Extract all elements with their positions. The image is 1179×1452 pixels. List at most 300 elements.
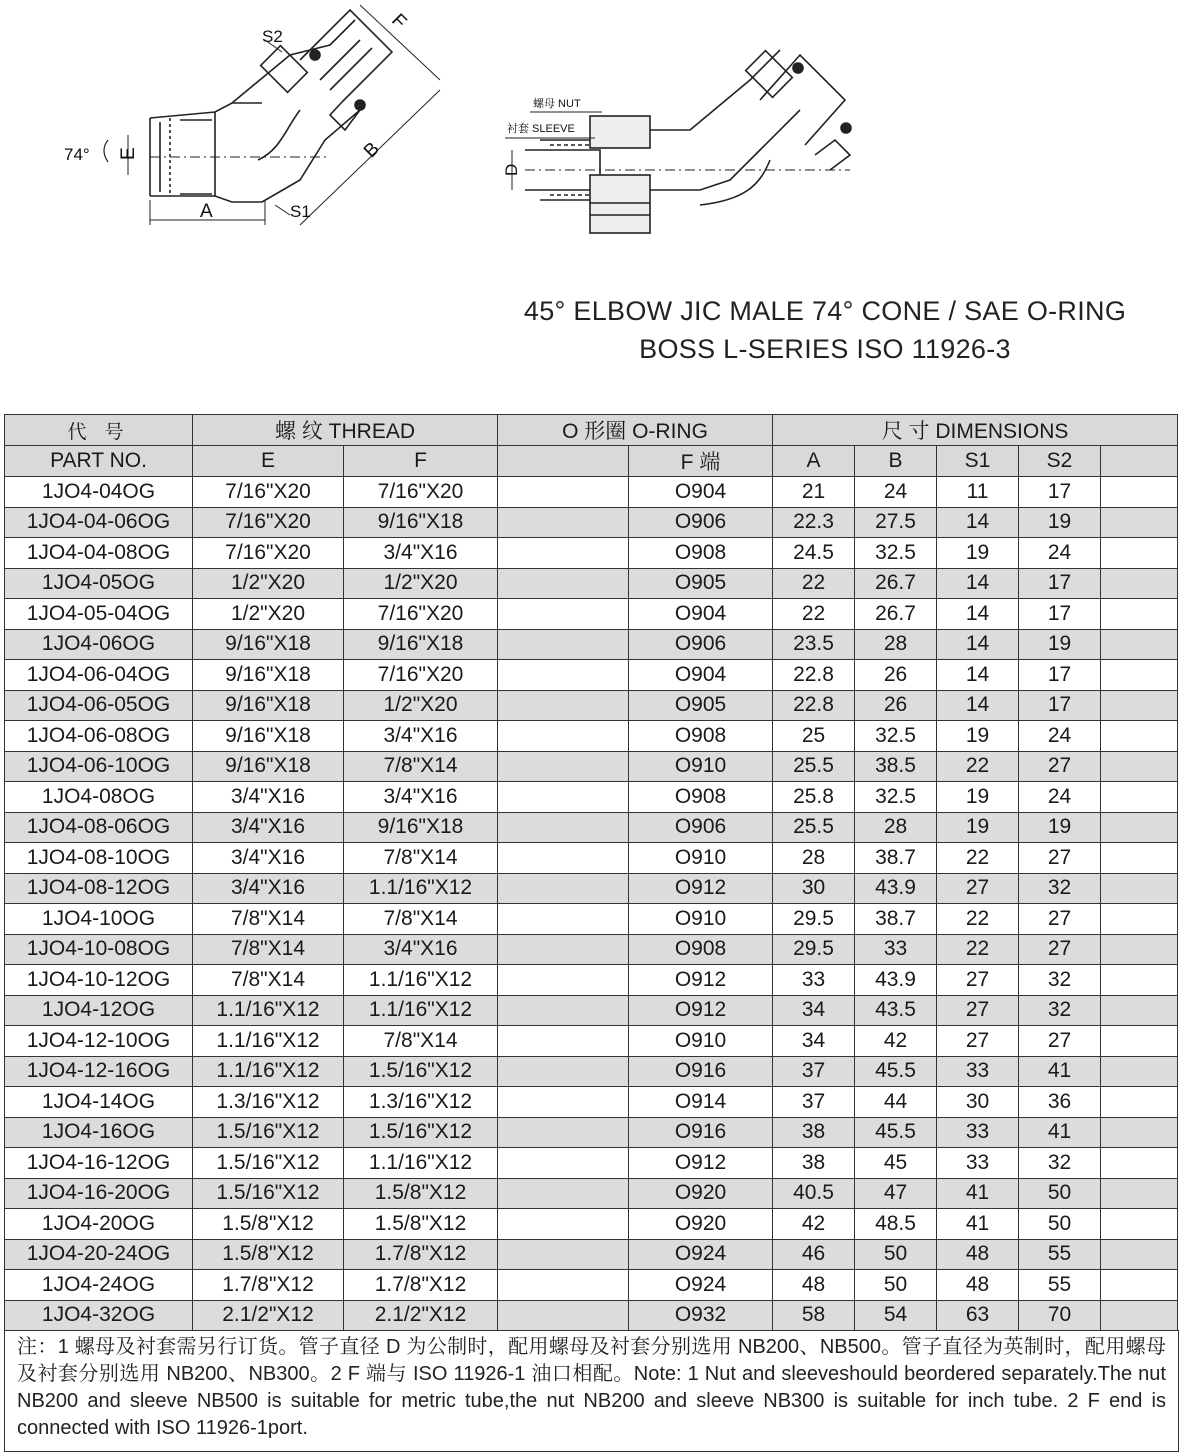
header-row-1 <box>5 415 1178 446</box>
cell-dim-s1: 27 <box>937 1026 1019 1057</box>
cell-dim-s1: 48 <box>937 1239 1019 1270</box>
header-dimensions: 尺 寸 DIMENSIONS <box>773 415 1178 446</box>
cell-dim-s1: 27 <box>937 873 1019 904</box>
header-oring: O 形圈 O-RING <box>498 415 773 446</box>
cell-oring-f-end: O908 <box>629 782 773 813</box>
cell-thread-f: 1/2"X20 <box>344 568 498 599</box>
cell-dim-s1: 41 <box>937 1209 1019 1240</box>
cell-part-no: 1JO4-06-04OG <box>5 660 193 691</box>
cell-thread-e: 1.5/16"X12 <box>193 1148 344 1179</box>
cell-extra-blank <box>1101 1239 1178 1270</box>
table-row <box>5 477 1178 508</box>
cell-oring-blank <box>498 477 629 508</box>
cell-thread-e: 1.1/16"X12 <box>193 1056 344 1087</box>
cell-extra-blank <box>1101 599 1178 630</box>
cell-part-no: 1JO4-06-08OG <box>5 721 193 752</box>
cell-oring-f-end: O910 <box>629 904 773 935</box>
cell-oring-blank <box>498 538 629 569</box>
product-title <box>480 292 1170 368</box>
cell-dim-s1: 14 <box>937 568 1019 599</box>
cell-dim-a: 25.5 <box>773 751 855 782</box>
cell-dim-s1: 19 <box>937 782 1019 813</box>
cell-oring-f-end: O924 <box>629 1239 773 1270</box>
cell-part-no: 1JO4-08-12OG <box>5 873 193 904</box>
table-row <box>5 1056 1178 1087</box>
cell-oring-f-end: O924 <box>629 1270 773 1301</box>
cell-dim-a: 29.5 <box>773 904 855 935</box>
cell-part-no: 1JO4-12-16OG <box>5 1056 193 1087</box>
cell-oring-blank <box>498 1087 629 1118</box>
cell-oring-f-end: O912 <box>629 965 773 996</box>
cell-part-no: 1JO4-16-20OG <box>5 1178 193 1209</box>
cell-dim-s1: 27 <box>937 995 1019 1026</box>
cell-dim-b: 26 <box>855 660 937 691</box>
cell-dim-a: 22.3 <box>773 507 855 538</box>
header-oring-blank <box>498 446 629 477</box>
table-row <box>5 1117 1178 1148</box>
cell-extra-blank <box>1101 1178 1178 1209</box>
cell-dim-s2: 32 <box>1019 1148 1101 1179</box>
cell-dim-s1: 30 <box>937 1087 1019 1118</box>
cell-dim-s1: 33 <box>937 1148 1019 1179</box>
cell-dim-s1: 22 <box>937 751 1019 782</box>
cell-extra-blank <box>1101 721 1178 752</box>
cell-oring-f-end: O904 <box>629 477 773 508</box>
header-b: B <box>855 446 937 477</box>
table-row <box>5 1178 1178 1209</box>
cell-extra-blank <box>1101 934 1178 965</box>
cell-thread-f: 1.7/8"X12 <box>344 1239 498 1270</box>
table-row <box>5 965 1178 996</box>
cell-dim-s2: 50 <box>1019 1178 1101 1209</box>
cell-oring-blank <box>498 507 629 538</box>
cell-dim-s1: 41 <box>937 1178 1019 1209</box>
cell-thread-f: 1.3/16"X12 <box>344 1087 498 1118</box>
table-row <box>5 629 1178 660</box>
cell-thread-e: 1/2"X20 <box>193 568 344 599</box>
table-row <box>5 507 1178 538</box>
table-row <box>5 904 1178 935</box>
cell-oring-f-end: O910 <box>629 1026 773 1057</box>
header-a: A <box>773 446 855 477</box>
cell-extra-blank <box>1101 873 1178 904</box>
cell-extra-blank <box>1101 1117 1178 1148</box>
cell-dim-b: 28 <box>855 812 937 843</box>
cell-extra-blank <box>1101 629 1178 660</box>
cell-dim-b: 32.5 <box>855 721 937 752</box>
cell-thread-f: 9/16"X18 <box>344 507 498 538</box>
cell-dim-s2: 17 <box>1019 690 1101 721</box>
cell-dim-b: 45 <box>855 1148 937 1179</box>
cell-oring-f-end: O904 <box>629 599 773 630</box>
label-s1: S1 <box>290 202 311 221</box>
cell-dim-s2: 27 <box>1019 1026 1101 1057</box>
cell-thread-f: 9/16"X18 <box>344 812 498 843</box>
cell-dim-b: 27.5 <box>855 507 937 538</box>
cell-oring-blank <box>498 629 629 660</box>
cell-thread-f: 1.5/16"X12 <box>344 1117 498 1148</box>
cell-dim-b: 48.5 <box>855 1209 937 1240</box>
cell-dim-a: 25.8 <box>773 782 855 813</box>
cell-thread-e: 1.5/16"X12 <box>193 1178 344 1209</box>
cell-thread-e: 3/4"X16 <box>193 782 344 813</box>
header-row-2 <box>5 446 1178 477</box>
cell-dim-s1: 19 <box>937 721 1019 752</box>
cell-part-no: 1JO4-04OG <box>5 477 193 508</box>
cell-dim-a: 24.5 <box>773 538 855 569</box>
cell-dim-b: 43.5 <box>855 995 937 1026</box>
header-part-no: PART NO. <box>5 446 193 477</box>
cell-thread-f: 1.7/8"X12 <box>344 1270 498 1301</box>
table-row <box>5 1087 1178 1118</box>
cell-thread-f: 1/2"X20 <box>344 690 498 721</box>
cell-dim-a: 38 <box>773 1117 855 1148</box>
cell-dim-a: 46 <box>773 1239 855 1270</box>
label-angle: 74° <box>64 145 90 164</box>
cell-part-no: 1JO4-32OG <box>5 1300 193 1331</box>
cell-part-no: 1JO4-12OG <box>5 995 193 1026</box>
cell-dim-b: 33 <box>855 934 937 965</box>
cell-dim-a: 21 <box>773 477 855 508</box>
cell-thread-f: 3/4"X16 <box>344 721 498 752</box>
cell-dim-s1: 19 <box>937 538 1019 569</box>
cell-thread-f: 1.5/16"X12 <box>344 1056 498 1087</box>
cell-oring-f-end: O920 <box>629 1209 773 1240</box>
cell-part-no: 1JO4-08-06OG <box>5 812 193 843</box>
cell-dim-b: 38.7 <box>855 904 937 935</box>
cell-dim-s2: 32 <box>1019 965 1101 996</box>
cell-thread-e: 7/16"X20 <box>193 538 344 569</box>
header-f: F <box>344 446 498 477</box>
cell-dim-a: 34 <box>773 1026 855 1057</box>
cell-oring-f-end: O904 <box>629 660 773 691</box>
header-extra-blank <box>1101 446 1178 477</box>
cell-oring-blank <box>498 751 629 782</box>
cell-dim-s2: 19 <box>1019 812 1101 843</box>
table-row <box>5 721 1178 752</box>
cell-oring-blank <box>498 873 629 904</box>
table-row <box>5 873 1178 904</box>
label-f: F <box>387 9 411 34</box>
cell-oring-f-end: O905 <box>629 568 773 599</box>
header-s2: S2 <box>1019 446 1101 477</box>
cell-dim-a: 22.8 <box>773 690 855 721</box>
cell-oring-blank <box>498 934 629 965</box>
cell-oring-blank <box>498 812 629 843</box>
cell-extra-blank <box>1101 1148 1178 1179</box>
cell-thread-f: 7/8"X14 <box>344 751 498 782</box>
cell-part-no: 1JO4-10OG <box>5 904 193 935</box>
cell-thread-f: 1.1/16"X12 <box>344 1148 498 1179</box>
cell-dim-s2: 24 <box>1019 721 1101 752</box>
cell-dim-b: 38.7 <box>855 843 937 874</box>
table-row <box>5 660 1178 691</box>
cell-oring-f-end: O910 <box>629 751 773 782</box>
cell-oring-blank <box>498 995 629 1026</box>
cell-part-no: 1JO4-06-05OG <box>5 690 193 721</box>
cell-thread-e: 1.1/16"X12 <box>193 995 344 1026</box>
cell-thread-e: 9/16"X18 <box>193 660 344 691</box>
header-s1: S1 <box>937 446 1019 477</box>
cell-part-no: 1JO4-05-04OG <box>5 599 193 630</box>
cell-dim-a: 28 <box>773 843 855 874</box>
cell-extra-blank <box>1101 843 1178 874</box>
cell-extra-blank <box>1101 690 1178 721</box>
cell-thread-e: 1/2"X20 <box>193 599 344 630</box>
cell-dim-s2: 19 <box>1019 507 1101 538</box>
cell-part-no: 1JO4-16-12OG <box>5 1148 193 1179</box>
cell-oring-blank <box>498 1209 629 1240</box>
cell-oring-blank <box>498 660 629 691</box>
cell-extra-blank <box>1101 1056 1178 1087</box>
cell-thread-e: 1.5/16"X12 <box>193 1117 344 1148</box>
cell-dim-b: 54 <box>855 1300 937 1331</box>
cell-oring-f-end: O908 <box>629 721 773 752</box>
cell-dim-s2: 19 <box>1019 629 1101 660</box>
cell-extra-blank <box>1101 965 1178 996</box>
cell-thread-e: 3/4"X16 <box>193 843 344 874</box>
cell-thread-f: 7/16"X20 <box>344 599 498 630</box>
cell-dim-b: 42 <box>855 1026 937 1057</box>
cell-dim-s2: 17 <box>1019 660 1101 691</box>
cell-oring-blank <box>498 690 629 721</box>
cell-dim-s1: 33 <box>937 1117 1019 1148</box>
cell-dim-a: 22 <box>773 599 855 630</box>
cell-thread-f: 7/16"X20 <box>344 477 498 508</box>
cell-thread-e: 9/16"X18 <box>193 629 344 660</box>
table-row <box>5 1148 1178 1179</box>
cell-extra-blank <box>1101 507 1178 538</box>
cell-dim-b: 26 <box>855 690 937 721</box>
cell-extra-blank <box>1101 660 1178 691</box>
cell-dim-a: 22 <box>773 568 855 599</box>
cell-thread-e: 3/4"X16 <box>193 812 344 843</box>
cell-thread-f: 3/4"X16 <box>344 782 498 813</box>
label-nut: 螺母 NUT <box>533 98 581 110</box>
cell-dim-s1: 14 <box>937 690 1019 721</box>
cell-oring-f-end: O910 <box>629 843 773 874</box>
cell-dim-b: 38.5 <box>855 751 937 782</box>
cell-dim-s1: 14 <box>937 599 1019 630</box>
cell-dim-s2: 32 <box>1019 873 1101 904</box>
cell-dim-a: 40.5 <box>773 1178 855 1209</box>
cell-oring-blank <box>498 843 629 874</box>
cell-dim-s2: 55 <box>1019 1239 1101 1270</box>
cell-dim-s1: 19 <box>937 812 1019 843</box>
cell-oring-f-end: O912 <box>629 995 773 1026</box>
cell-dim-a: 22.8 <box>773 660 855 691</box>
header-thread: 螺 纹 THREAD <box>193 415 498 446</box>
cell-oring-f-end: O906 <box>629 507 773 538</box>
cell-thread-e: 9/16"X18 <box>193 751 344 782</box>
cell-dim-s2: 27 <box>1019 843 1101 874</box>
cell-thread-e: 7/8"X14 <box>193 965 344 996</box>
cell-dim-s2: 24 <box>1019 538 1101 569</box>
cell-extra-blank <box>1101 568 1178 599</box>
table-row <box>5 1300 1178 1331</box>
cell-dim-b: 43.9 <box>855 873 937 904</box>
cell-part-no: 1JO4-10-12OG <box>5 965 193 996</box>
cell-dim-a: 23.5 <box>773 629 855 660</box>
cell-thread-f: 7/8"X14 <box>344 843 498 874</box>
table-row <box>5 568 1178 599</box>
header-part-cn: 代 号 <box>5 415 193 446</box>
cell-thread-e: 7/16"X20 <box>193 477 344 508</box>
cell-dim-s2: 17 <box>1019 477 1101 508</box>
cell-oring-blank <box>498 965 629 996</box>
cell-dim-a: 25.5 <box>773 812 855 843</box>
cell-dim-a: 37 <box>773 1087 855 1118</box>
cell-part-no: 1JO4-10-08OG <box>5 934 193 965</box>
cell-oring-blank <box>498 1300 629 1331</box>
label-d: D <box>502 163 521 176</box>
cell-dim-s2: 50 <box>1019 1209 1101 1240</box>
title-line-2: BOSS L-SERIES ISO 11926-3 <box>639 334 1011 364</box>
cell-thread-e: 1.5/8"X12 <box>193 1209 344 1240</box>
cell-thread-f: 3/4"X16 <box>344 538 498 569</box>
cell-thread-f: 1.1/16"X12 <box>344 965 498 996</box>
cell-dim-b: 32.5 <box>855 538 937 569</box>
cell-oring-blank <box>498 1148 629 1179</box>
cell-oring-blank <box>498 1178 629 1209</box>
footnote: 注：1 螺母及衬套需另行订货。管子直径 D 为公制时，配用螺母及衬套分别选用 NB200、NB500。管子直径为英制时，配用螺母及衬套分别选用 NB200、NB300。2 F 端与 ISO 11926-1 油口相配。Note: 1 Nut and sleeveshould beordered separately.The nut NB200 and sleeve NB500 is suitable for metric tube,the nut NB200 and sleeve NB300 is suitable for inch tube. 2 F end is connected with ISO 11926-1port. <box>4 1330 1179 1452</box>
cell-oring-blank <box>498 1239 629 1270</box>
label-sleeve: 衬套 SLEEVE <box>507 123 575 135</box>
cell-dim-s2: 41 <box>1019 1117 1101 1148</box>
cell-thread-e: 1.5/8"X12 <box>193 1239 344 1270</box>
cell-thread-f: 7/16"X20 <box>344 660 498 691</box>
cell-thread-e: 7/8"X14 <box>193 904 344 935</box>
cell-oring-f-end: O916 <box>629 1117 773 1148</box>
cell-thread-e: 9/16"X18 <box>193 690 344 721</box>
cell-oring-f-end: O932 <box>629 1300 773 1331</box>
cell-dim-s2: 17 <box>1019 568 1101 599</box>
cell-dim-b: 44 <box>855 1087 937 1118</box>
cell-part-no: 1JO4-20OG <box>5 1209 193 1240</box>
cell-dim-s1: 14 <box>937 629 1019 660</box>
cell-dim-a: 42 <box>773 1209 855 1240</box>
label-b: B <box>359 138 384 163</box>
cell-thread-f: 1.5/8"X12 <box>344 1178 498 1209</box>
cell-dim-s2: 27 <box>1019 904 1101 935</box>
cell-oring-blank <box>498 782 629 813</box>
cell-part-no: 1JO4-05OG <box>5 568 193 599</box>
cell-dim-a: 48 <box>773 1270 855 1301</box>
cell-dim-a: 33 <box>773 965 855 996</box>
table-row <box>5 934 1178 965</box>
cell-thread-f: 7/8"X14 <box>344 904 498 935</box>
cell-oring-blank <box>498 1056 629 1087</box>
cell-oring-blank <box>498 599 629 630</box>
cell-part-no: 1JO4-24OG <box>5 1270 193 1301</box>
cell-oring-f-end: O920 <box>629 1178 773 1209</box>
title-line-1: 45° ELBOW JIC MALE 74° CONE / SAE O-RING <box>523 296 1127 326</box>
cell-dim-a: 37 <box>773 1056 855 1087</box>
cell-oring-f-end: O908 <box>629 934 773 965</box>
table-row <box>5 782 1178 813</box>
cell-oring-f-end: O908 <box>629 538 773 569</box>
cell-thread-e: 2.1/2"X12 <box>193 1300 344 1331</box>
cell-oring-blank <box>498 568 629 599</box>
cell-dim-b: 50 <box>855 1239 937 1270</box>
cell-thread-e: 1.7/8"X12 <box>193 1270 344 1301</box>
cell-dim-s2: 32 <box>1019 995 1101 1026</box>
table-row <box>5 1239 1178 1270</box>
cell-dim-a: 34 <box>773 995 855 1026</box>
cell-dim-a: 29.5 <box>773 934 855 965</box>
cell-extra-blank <box>1101 904 1178 935</box>
cell-dim-b: 45.5 <box>855 1117 937 1148</box>
table-row <box>5 1209 1178 1240</box>
cell-dim-s2: 36 <box>1019 1087 1101 1118</box>
cell-dim-s2: 41 <box>1019 1056 1101 1087</box>
cell-dim-b: 32.5 <box>855 782 937 813</box>
cell-dim-s2: 17 <box>1019 599 1101 630</box>
cell-part-no: 1JO4-20-24OG <box>5 1239 193 1270</box>
cell-dim-s1: 63 <box>937 1300 1019 1331</box>
table-row <box>5 1270 1178 1301</box>
cell-dim-b: 50 <box>855 1270 937 1301</box>
cell-oring-f-end: O906 <box>629 629 773 660</box>
cell-thread-f: 7/8"X14 <box>344 1026 498 1057</box>
specification-table <box>4 414 1178 1331</box>
header-e: E <box>193 446 344 477</box>
cell-thread-f: 1.1/16"X12 <box>344 873 498 904</box>
cell-oring-f-end: O914 <box>629 1087 773 1118</box>
cell-oring-f-end: O912 <box>629 873 773 904</box>
cell-thread-e: 9/16"X18 <box>193 721 344 752</box>
cell-extra-blank <box>1101 1209 1178 1240</box>
cell-dim-b: 24 <box>855 477 937 508</box>
cell-part-no: 1JO4-08OG <box>5 782 193 813</box>
cell-extra-blank <box>1101 1026 1178 1057</box>
cell-extra-blank <box>1101 812 1178 843</box>
cell-oring-blank <box>498 721 629 752</box>
cell-oring-blank <box>498 1270 629 1301</box>
cell-dim-s1: 22 <box>937 904 1019 935</box>
cell-dim-s1: 14 <box>937 507 1019 538</box>
cell-extra-blank <box>1101 751 1178 782</box>
table-row <box>5 1026 1178 1057</box>
table-body <box>5 477 1178 1331</box>
cell-part-no: 1JO4-06-10OG <box>5 751 193 782</box>
cell-thread-f: 1.1/16"X12 <box>344 995 498 1026</box>
cell-part-no: 1JO4-14OG <box>5 1087 193 1118</box>
cell-dim-s2: 70 <box>1019 1300 1101 1331</box>
cell-dim-b: 28 <box>855 629 937 660</box>
cell-oring-f-end: O906 <box>629 812 773 843</box>
cell-part-no: 1JO4-16OG <box>5 1117 193 1148</box>
cell-part-no: 1JO4-04-06OG <box>5 507 193 538</box>
cell-thread-e: 3/4"X16 <box>193 873 344 904</box>
cell-dim-b: 26.7 <box>855 568 937 599</box>
cell-extra-blank <box>1101 995 1178 1026</box>
cell-dim-s1: 48 <box>937 1270 1019 1301</box>
cell-dim-s1: 22 <box>937 843 1019 874</box>
cell-dim-a: 38 <box>773 1148 855 1179</box>
cell-oring-f-end: O912 <box>629 1148 773 1179</box>
cell-thread-f: 9/16"X18 <box>344 629 498 660</box>
cell-dim-b: 47 <box>855 1178 937 1209</box>
cell-thread-f: 3/4"X16 <box>344 934 498 965</box>
cell-dim-s1: 11 <box>937 477 1019 508</box>
cell-oring-blank <box>498 904 629 935</box>
cell-dim-s1: 27 <box>937 965 1019 996</box>
cell-dim-s1: 33 <box>937 1056 1019 1087</box>
table-row <box>5 751 1178 782</box>
cell-dim-a: 58 <box>773 1300 855 1331</box>
table-row <box>5 599 1178 630</box>
